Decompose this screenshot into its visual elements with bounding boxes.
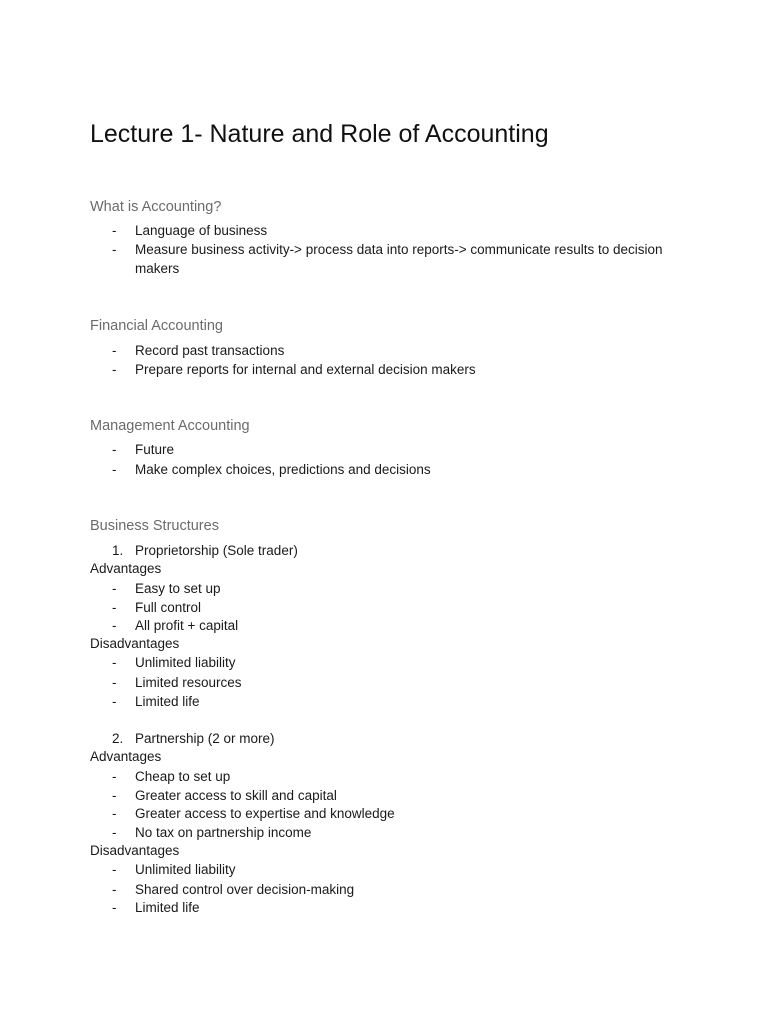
- bullet-dash: -: [112, 462, 117, 477]
- disadvantages-label: Disadvantages: [90, 843, 180, 858]
- bullet-dash: -: [112, 806, 117, 821]
- list-item: Greater access to skill and capital: [135, 788, 337, 803]
- bullet-dash: -: [112, 675, 117, 690]
- list-item: Limited life: [135, 694, 200, 709]
- list-item: Measure business activity-> process data into reports-> communicate results to decision: [135, 242, 663, 257]
- list-item-continuation: makers: [135, 261, 180, 276]
- list-item: Shared control over decision-making: [135, 882, 355, 897]
- bullet-dash: -: [112, 825, 117, 840]
- list-item: All profit + capital: [135, 618, 239, 633]
- bullet-dash: -: [112, 618, 117, 633]
- list-item: Cheap to set up: [135, 769, 231, 784]
- bullet-dash: -: [112, 788, 117, 803]
- list-item: No tax on partnership income: [135, 825, 312, 840]
- list-item: Unlimited liability: [135, 862, 236, 877]
- list-item: Make complex choices, predictions and decisions: [135, 462, 431, 477]
- bullet-dash: -: [112, 362, 117, 377]
- bullet-dash: -: [112, 882, 117, 897]
- numbered-item-proprietorship: Proprietorship (Sole trader): [135, 543, 298, 558]
- list-item: Easy to set up: [135, 581, 221, 596]
- bullet-dash: -: [112, 242, 117, 257]
- bullet-dash: -: [112, 900, 117, 915]
- list-item: Prepare reports for internal and external decision makers: [135, 362, 476, 377]
- bullet-dash: -: [112, 581, 117, 596]
- bullet-dash: -: [112, 223, 117, 238]
- list-item: Limited life: [135, 900, 200, 915]
- section-heading-what-is-accounting: What is Accounting?: [90, 199, 222, 215]
- bullet-dash: -: [112, 600, 117, 615]
- list-item: Full control: [135, 600, 202, 615]
- bullet-dash: -: [112, 343, 117, 358]
- bullet-dash: -: [112, 862, 117, 877]
- list-item: Greater access to expertise and knowledge: [135, 806, 395, 821]
- bullet-dash: -: [112, 655, 117, 670]
- list-number: 1.: [112, 543, 124, 558]
- section-heading-business-structures: Business Structures: [90, 518, 219, 534]
- disadvantages-label: Disadvantages: [90, 636, 180, 651]
- advantages-label: Advantages: [90, 749, 162, 764]
- list-item: Language of business: [135, 223, 268, 238]
- list-item: Record past transactions: [135, 343, 285, 358]
- list-number: 2.: [112, 731, 124, 746]
- section-heading-financial-accounting: Financial Accounting: [90, 318, 223, 334]
- bullet-dash: -: [112, 769, 117, 784]
- section-heading-management-accounting: Management Accounting: [90, 418, 250, 434]
- numbered-item-partnership: Partnership (2 or more): [135, 731, 275, 746]
- list-item: Future: [135, 442, 175, 457]
- page-title: Lecture 1- Nature and Role of Accounting: [90, 120, 549, 148]
- list-item: Limited resources: [135, 675, 242, 690]
- advantages-label: Advantages: [90, 561, 162, 576]
- bullet-dash: -: [112, 694, 117, 709]
- bullet-dash: -: [112, 442, 117, 457]
- list-item: Unlimited liability: [135, 655, 236, 670]
